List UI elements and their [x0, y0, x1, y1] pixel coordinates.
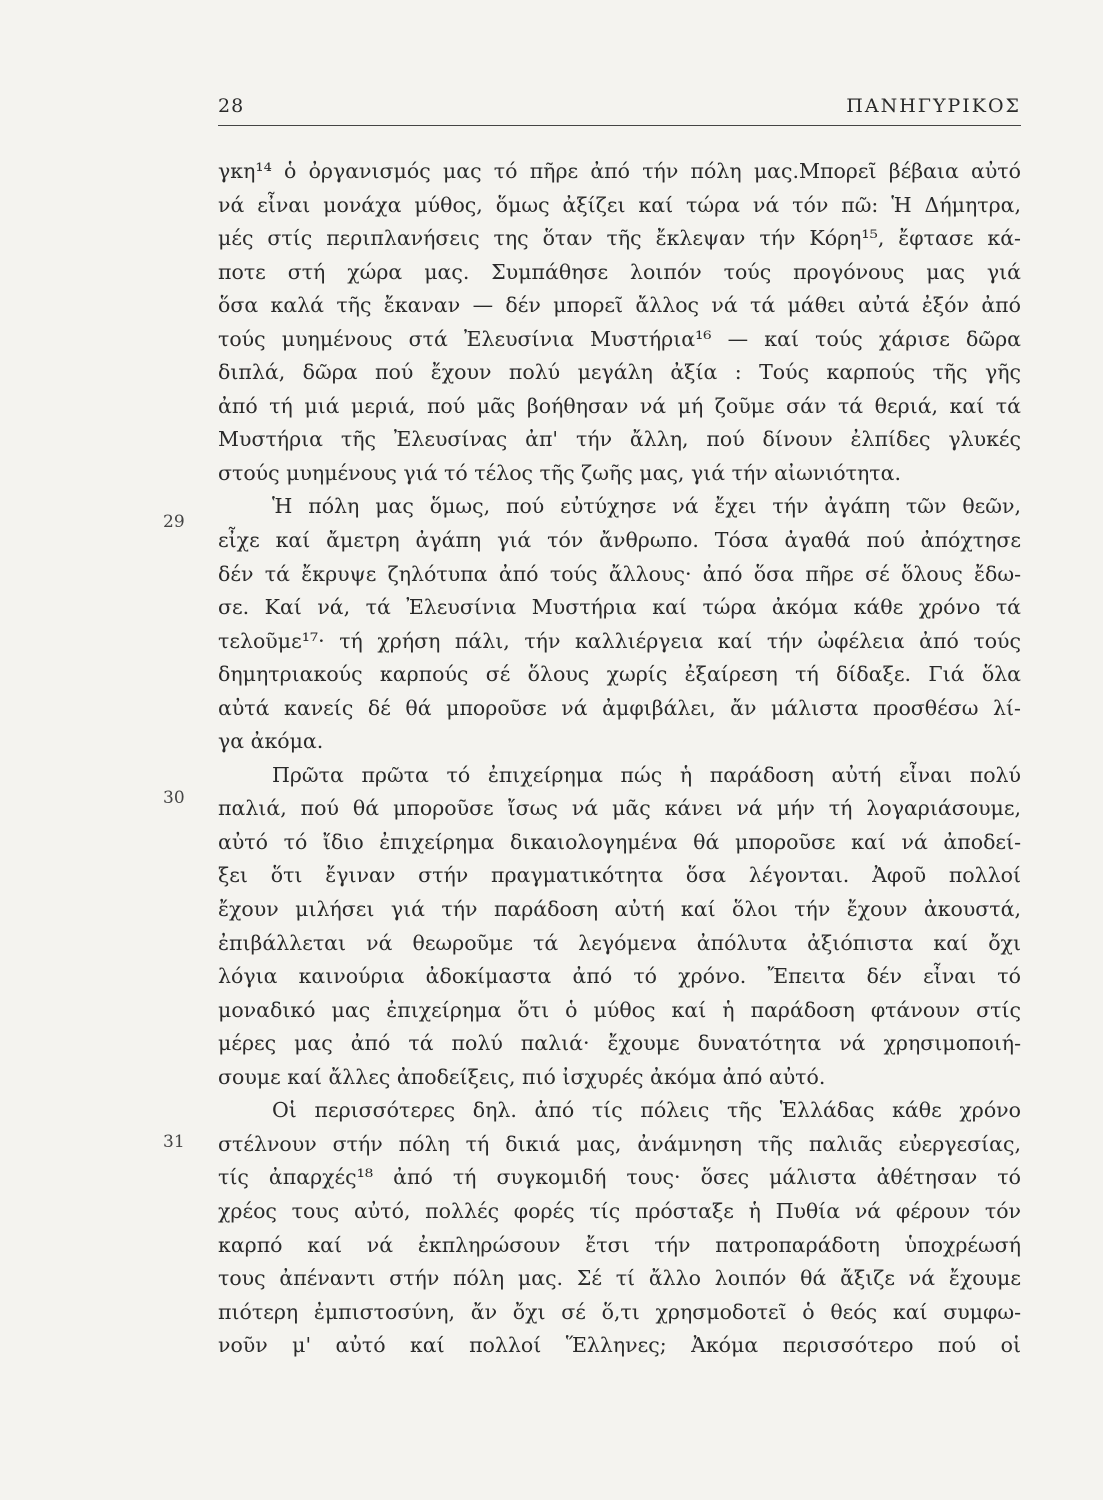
text-line: στέλνουν στήν πόλη τή δικιά μας, ἀνάμνηση τῆς παλιᾶς εὐεργεσίας, [218, 1131, 1021, 1156]
text-line: διπλά, δῶρα πού ἔχουν πολύ μεγάλη ἀξία : Τούς καρπούς τῆς γῆς [218, 360, 1021, 385]
text-line: μοναδικό μας ἐπιχείρημα ὅτι ὁ μύθος καί ἡ παράδοση φτάνουν στίς [218, 997, 1021, 1022]
text-line: αὐτό τό ἴδιο ἐπιχείρημα δικαιολογημένα θά μποροῦσε καί νά ἀποδεί- [218, 829, 1021, 854]
text-line: λόγια καινούρια ἀδοκίμαστα ἀπό τό χρόνο. Ἔπειτα δέν εἶναι τό [218, 964, 1021, 989]
text-line: ποτε στή χώρα μας. Συμπάθησε λοιπόν τούς προγόνους μας γιά [218, 259, 1021, 284]
running-title: ΠΑΝΗΓΥΡΙΚΟΣ [846, 95, 1021, 117]
text-line: καρπό καί νά ἐκπληρώσουν ἔτσι τήν πατροπαράδοτη ὑποχρέωσή [218, 1232, 1021, 1257]
header-rule [218, 125, 1021, 126]
page-number: 28 [218, 95, 245, 117]
text-line: Ἡ πόλη μας ὅμως, πού εὐτύχησε νά ἔχει τήν ἀγάπη τῶν θεῶν, [272, 494, 1021, 519]
text-line: τελοῦμε¹⁷· τή χρήση πάλι, τήν καλλιέργεια καί τήν ὠφέλεια ἀπό τούς [218, 628, 1021, 653]
text-line: ἔχουν μιλήσει γιά τήν παράδοση αὐτή καί ὅλοι τήν ἔχουν ἀκουστά, [218, 897, 1021, 922]
body-text [218, 155, 1021, 1363]
text-line: ἐπιβάλλεται νά θεωροῦμε τά λεγόμενα ἀπόλυτα ἀξιόπιστα καί ὄχι [218, 930, 1021, 955]
text-line: στούς μυημένους γιά τό τέλος τῆς ζωῆς μας, γιά τήν αἰωνιότητα. [218, 460, 901, 485]
text-line: χρέος τους αὐτό, πολλές φορές τίς πρόσταξε ἡ Πυθία νά φέρουν τόν [218, 1198, 1021, 1223]
text-line: ξει ὅτι ἔγιναν στήν πραγματικότητα ὅσα λέγονται. Ἀφοῦ πολλοί [218, 863, 1021, 888]
text-line: τούς μυημένους στά Ἐλευσίνια Μυστήρια¹⁶ — καί τούς χάρισε δῶρα [218, 326, 1021, 351]
text-line: νοῦν μ' αὐτό καί πολλοί Ἕλληνες; Ἀκόμα περισσότερο πού οἱ [218, 1333, 1021, 1358]
text-line: ὅσα καλά τῆς ἔκαναν — δέν μπορεῖ ἄλλος νά τά μάθει αὐτά ἐξόν ἀπό [218, 293, 1021, 318]
text-line: ἀπό τή μιά μεριά, πού μᾶς βοήθησαν νά μή ζοῦμε σάν τά θεριά, καί τά [218, 393, 1021, 418]
text-line: Μυστήρια τῆς Ἐλευσίνας ἀπ' τήν ἄλλη, πού δίνουν ἐλπίδες γλυκές [218, 427, 1021, 452]
section-number-30: 30 [163, 788, 185, 808]
text-line: αὐτά κανείς δέ θά μποροῦσε νά ἀμφιβάλει, ἄν μάλιστα προσθέσω λί- [218, 695, 1021, 720]
text-line: μέρες μας ἀπό τά πολύ παλιά· ἔχουμε δυνατότητα νά χρησιμοποιή- [218, 1031, 1021, 1056]
text-line: δημητριακούς καρπούς σέ ὅλους χωρίς ἐξαίρεση τή δίδαξε. Γιά ὅλα [218, 662, 1021, 687]
text-line: σε. Καί νά, τά Ἐλευσίνια Μυστήρια καί τώρα ἀκόμα κάθε χρόνο τά [218, 595, 1021, 620]
text-line: νά εἶναι μονάχα μύθος, ὅμως ἀξίζει καί τώρα νά τόν πῶ: Ἡ Δήμητρα, [218, 192, 1021, 217]
text-line: παλιά, πού θά μποροῦσε ἴσως νά μᾶς κάνει νά μήν τή λογαριάσουμε, [218, 796, 1021, 821]
text-line: Οἱ περισσότερες δηλ. ἀπό τίς πόλεις τῆς Ἑλλάδας κάθε χρόνο [272, 1098, 1021, 1123]
page-header [218, 93, 1021, 123]
section-number-29: 29 [163, 512, 185, 532]
text-line: εἶχε καί ἄμετρη ἀγάπη γιά τόν ἄνθρωπο. Τόσα ἀγαθά πού ἀπόχτησε [218, 528, 1021, 553]
text-line: γα ἀκόμα. [218, 729, 324, 754]
text-line: τους ἀπέναντι στήν πόλη μας. Σέ τί ἄλλο λοιπόν θά ἄξιζε νά ἔχουμε [218, 1266, 1021, 1291]
text-line: σουμε καί ἄλλες ἀποδείξεις, πιό ἰσχυρές ἀκόμα ἀπό αὐτό. [218, 1064, 826, 1089]
section-number-31: 31 [163, 1132, 185, 1152]
text-line: δέν τά ἔκρυψε ζηλότυπα ἀπό τούς ἄλλους· ἀπό ὅσα πῆρε σέ ὅλους ἔδω- [218, 561, 1021, 586]
text-line: πιότερη ἐμπιστοσύνη, ἄν ὄχι σέ ὅ,τι χρησμοδοτεῖ ὁ θεός καί συμφω- [218, 1299, 1021, 1324]
text-line: μές στίς περιπλανήσεις της ὅταν τῆς ἔκλεψαν τήν Κόρη¹⁵, ἔφτασε κά- [218, 226, 1021, 251]
text-line: τίς ἀπαρχές¹⁸ ἀπό τή συγκομιδή τους· ὅσες μάλιστα ἀθέτησαν τό [218, 1165, 1021, 1190]
text-line: Πρῶτα πρῶτα τό ἐπιχείρημα πώς ἡ παράδοση αὐτή εἶναι πολύ [272, 762, 1021, 787]
text-line: γκη¹⁴ ὁ ὀργανισμός μας τό πῆρε ἀπό τήν πόλη μας.Μπορεῖ βέβαια αὐτό [218, 159, 1021, 183]
